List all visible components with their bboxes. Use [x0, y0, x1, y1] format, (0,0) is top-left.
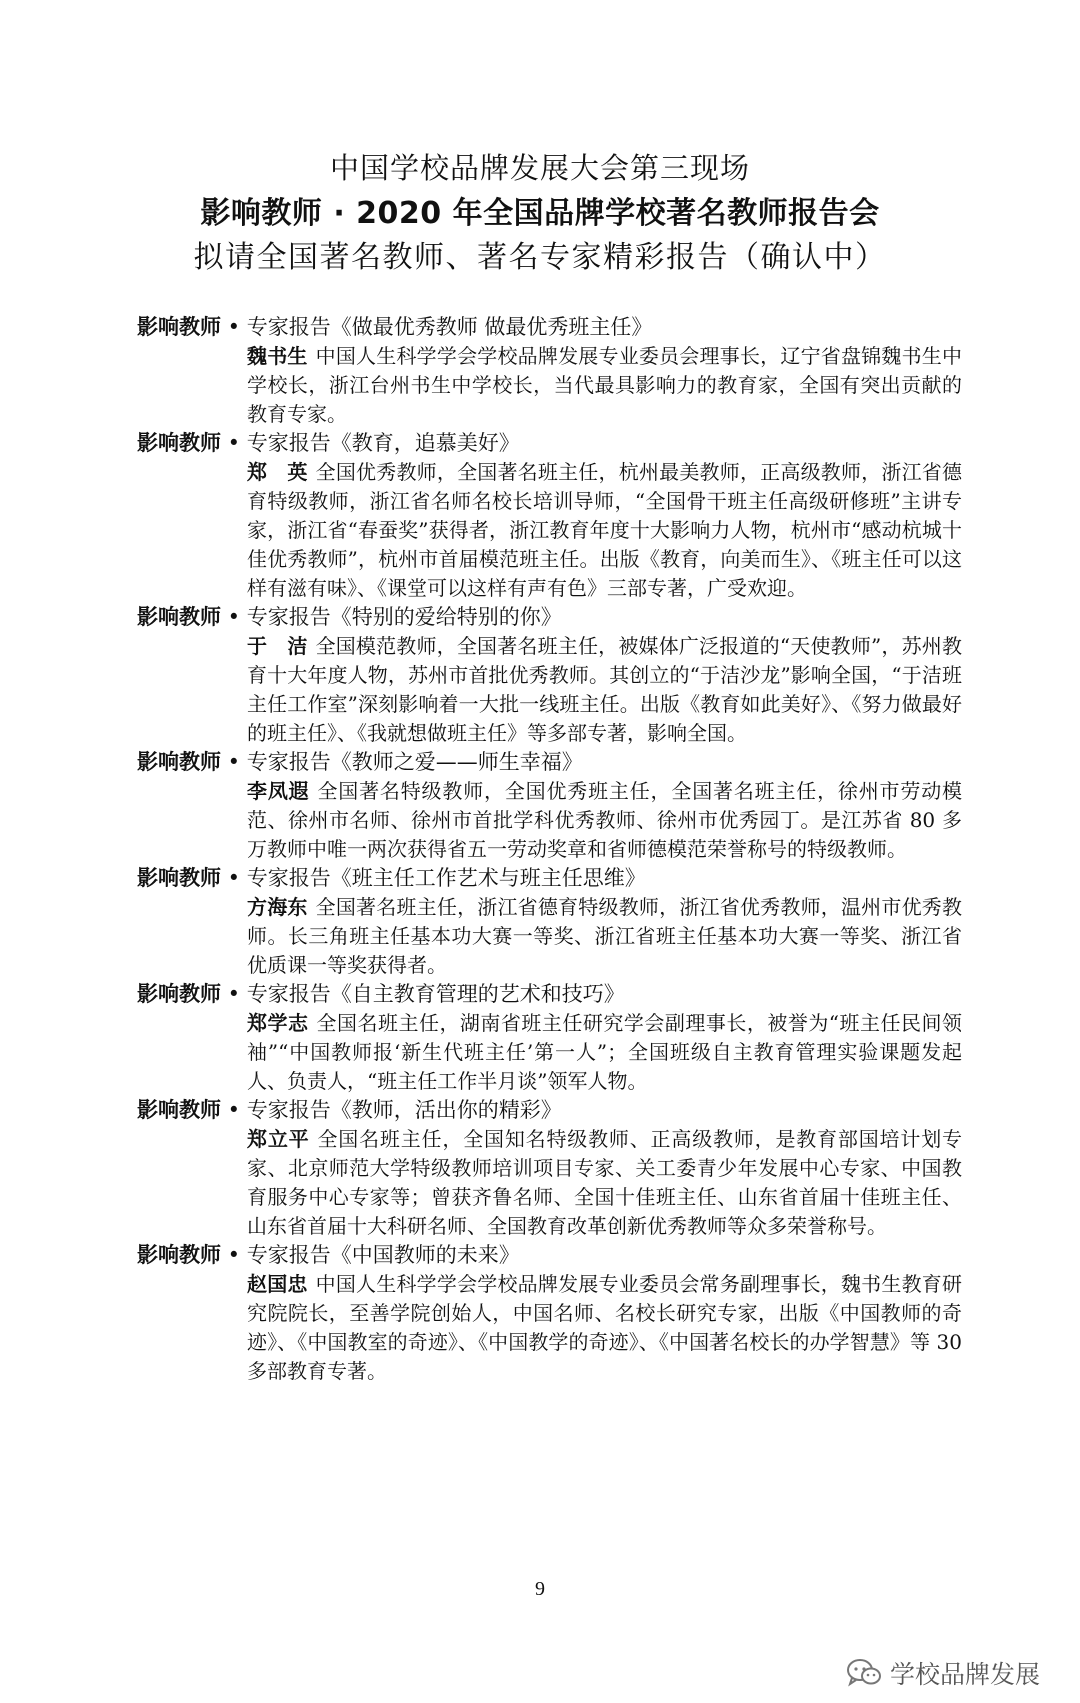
speaker-name: 魏书生: [247, 344, 308, 368]
speaker-description: 全国名班主任，全国知名特级教师、正高级教师，是教育部国培计划专家、北京师范大学特级教师培训项目专家、关工委青少年发展中心专家、中国教育服务中心专家等；曾获齐鲁名师、全国十佳班主任、山东省首届十佳班主任、山东省首届十大科研名师、全国教育改革创新优秀教师等众多荣誉称号。: [247, 1127, 963, 1238]
report-title: [137, 980, 967, 1009]
report-title: [137, 748, 967, 777]
report-title: [137, 1096, 967, 1125]
event-title: 中国学校品牌发展大会第三现场: [329, 151, 750, 185]
speaker-bio: [247, 458, 962, 603]
report-item: [137, 429, 967, 603]
report-title-text: • 专家报告《班主任工作艺术与班主任思维》: [221, 866, 646, 890]
speaker-description: 全国优秀教师，全国著名班主任，杭州最美教师，正高级教师，浙江省德育特级教师，浙江省名师名校长培训导师，“全国骨干班主任高级研修班”主讲专家，浙江省“春蚕奖”获得者，浙江教育年度十大影响力人物，杭州市“感动杭城十佳优秀教师”，杭州市首届模范班主任。出版《教育，向美而生》、《班主任可以这样有滋有味》、《课堂可以这样有声有色》三部专著，广受欢迎。: [247, 460, 963, 600]
report-title-text: • 专家报告《教育，追慕美好》: [221, 431, 520, 455]
report-title: [137, 603, 967, 632]
report-prefix: 影响教师: [137, 1098, 221, 1122]
report-item: [137, 980, 967, 1096]
report-item: [137, 864, 967, 980]
speaker-name: 于 洁: [247, 634, 308, 658]
speaker-description: 中国人生科学学会学校品牌发展专业委员会常务副理事长，魏书生教育研究院院长，至善学院创始人，中国名师、名校长研究专家，出版《中国教师的奇迹》、《中国教室的奇迹》、《中国教学的奇迹》、《中国著名校长的办学智慧》等 30 多部教育专著。: [247, 1272, 963, 1383]
page-number: 9: [535, 1578, 545, 1600]
report-prefix: 影响教师: [137, 750, 221, 774]
report-title-text: • 专家报告《特别的爱给特别的你》: [221, 605, 562, 629]
speaker-description: 全国著名班主任，浙江省德育特级教师，浙江省优秀教师，温州市优秀教师。长三角班主任基本功大赛一等奖、浙江省班主任基本功大赛一等奖、浙江省优质课一等奖获得者。: [247, 895, 963, 977]
speaker-bio: [247, 342, 962, 429]
report-list: [137, 313, 967, 1386]
report-title-text: • 专家报告《教师，活出你的精彩》: [221, 1098, 562, 1122]
report-item: [137, 603, 967, 748]
wechat-icon: [846, 1658, 882, 1688]
speaker-name: 郑 英: [247, 460, 308, 484]
speaker-name: 李凤遐: [247, 779, 310, 803]
watermark-text: 学校品牌发展: [889, 1660, 1040, 1689]
speaker-description: 全国模范教师，全国著名班主任，被媒体广泛报道的“天使教师”，苏州教育十大年度人物，苏州市首批优秀教师。其创立的“于洁沙龙”影响全国，“于洁班主任工作室”深刻影响着一大批一线班主任。出版《教育如此美好》、《努力做最好的班主任》、《我就想做班主任》等多部专著，影响全国。: [247, 634, 962, 745]
speaker-bio: [247, 1270, 962, 1386]
speaker-description: 中国人生科学学会学校品牌发展专业委员会理事长，辽宁省盘锦魏书生中学校长，浙江台州书生中学校长，当代最具影响力的教育家，全国有突出贡献的教育专家。: [247, 344, 963, 426]
speaker-name: 郑学志: [247, 1011, 309, 1035]
speaker-name: 郑立平: [247, 1127, 310, 1151]
report-prefix: 影响教师: [137, 315, 221, 339]
report-prefix: 影响教师: [137, 866, 221, 890]
report-item: [137, 1241, 967, 1386]
report-prefix: 影响教师: [137, 1243, 221, 1267]
report-prefix: 影响教师: [137, 605, 221, 629]
report-item: [137, 748, 967, 864]
event-subtitle: 影响教师 · 2020 年全国品牌学校著名教师报告会: [200, 196, 880, 231]
speaker-name: 方海东: [247, 895, 308, 919]
speaker-description: 全国名班主任，湖南省班主任研究学会副理事长，被誉为“班主任民间领袖”“中国教师报‘新生代班主任’第一人”；全国班级自主教育管理实验课题发起人、负责人，“班主任工作半月谈”领军人物。: [247, 1011, 962, 1093]
report-title: [137, 864, 967, 893]
watermark: [846, 1655, 1040, 1691]
speaker-description: 全国著名特级教师，全国优秀班主任，全国著名班主任，徐州市劳动模范、徐州市名师、徐州市首批学科优秀教师、徐州市优秀园丁。是江苏省 80 多万教师中唯一两次获得省五一劳动奖章和省师德模范荣誉称号的特级教师。: [247, 779, 963, 861]
report-title: [137, 1241, 967, 1270]
speaker-bio: [247, 777, 962, 864]
report-item: [137, 313, 967, 429]
report-title-text: • 专家报告《中国教师的未来》: [221, 1243, 520, 1267]
speaker-bio: [247, 1009, 962, 1096]
speaker-bio: [247, 632, 962, 748]
speaker-bio: [247, 1125, 962, 1241]
speaker-bio: [247, 893, 962, 980]
speaker-name: 赵国忠: [247, 1272, 308, 1296]
report-title: [137, 313, 967, 342]
report-title-text: • 专家报告《教师之爱——师生幸福》: [221, 750, 583, 774]
report-prefix: 影响教师: [137, 431, 221, 455]
report-prefix: 影响教师: [137, 982, 221, 1006]
report-title: [137, 429, 967, 458]
report-item: [137, 1096, 967, 1241]
report-title-text: • 专家报告《自主教育管理的艺术和技巧》: [221, 982, 625, 1006]
report-title-text: • 专家报告《做最优秀教师 做最优秀班主任》: [221, 315, 653, 339]
event-note: 拟请全国著名教师、著名专家精彩报告（确认中）: [193, 240, 887, 275]
